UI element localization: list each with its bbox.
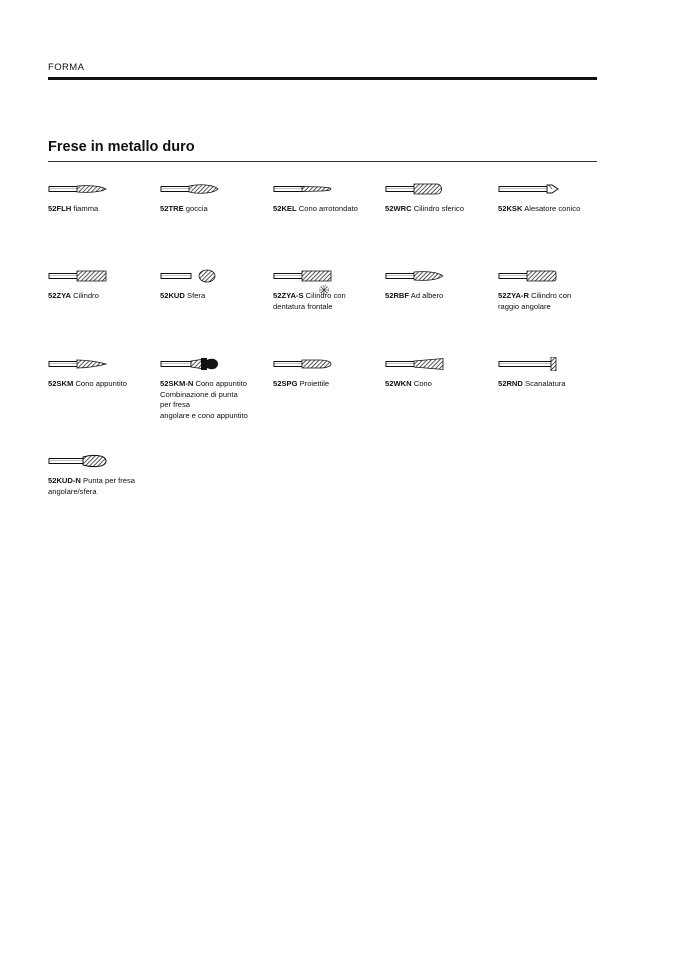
rounded-cone-burr-icon [273, 182, 335, 196]
cylinder-radius-burr-icon [498, 269, 560, 283]
product-description: Scanalatura [525, 379, 566, 388]
product-caption [160, 204, 272, 215]
ball-burr-icon [160, 269, 222, 283]
product-item [160, 357, 272, 421]
product-description: angolare e cono appuntito [160, 410, 248, 420]
product-caption [160, 291, 272, 302]
teardrop-burr-icon [160, 182, 222, 196]
cylinder-burr-icon [48, 269, 110, 283]
product-code: 52SKM [48, 379, 74, 388]
product-code: 52RND [498, 379, 523, 388]
ball-combination-burr-icon [48, 454, 110, 468]
product-code: 52RBF [385, 291, 410, 300]
section-label: FORMA [48, 62, 85, 73]
product-item [498, 357, 610, 390]
product-caption [498, 204, 610, 215]
pointed-cone-burr-icon [48, 357, 110, 371]
product-item [273, 182, 385, 215]
product-description: Alesatore conico [524, 204, 581, 213]
product-caption [48, 204, 160, 215]
product-description: Punta per fresa [83, 476, 135, 485]
product-code: 52TRE [160, 204, 184, 213]
product-description: angolare/sfera [48, 486, 97, 496]
product-code: 52SPG [273, 379, 298, 388]
product-code: 52ZYA [48, 291, 71, 300]
product-caption [273, 204, 385, 215]
product-description: Cono appuntito [195, 379, 247, 388]
product-item [273, 269, 385, 312]
flame-burr-icon [48, 182, 110, 196]
product-caption [48, 291, 160, 302]
product-caption [385, 204, 497, 215]
product-code: 52FLH [48, 204, 72, 213]
product-code: 52WKN [385, 379, 412, 388]
product-description: Cono arrotondato [298, 204, 358, 213]
product-caption [498, 291, 610, 312]
product-code: 52KUD [160, 291, 185, 300]
header-divider [48, 77, 597, 80]
product-description: Proiettile [299, 379, 330, 388]
product-caption [160, 379, 272, 421]
tree-burr-icon [385, 269, 447, 283]
product-item [385, 269, 497, 302]
product-item [160, 182, 272, 215]
product-caption [385, 379, 497, 390]
product-item [48, 269, 160, 302]
page-title: Frese in metallo duro [48, 139, 195, 155]
title-divider [48, 161, 597, 162]
product-item [48, 454, 160, 497]
product-item [385, 357, 497, 390]
product-item [498, 182, 610, 215]
combination-burr-icon [160, 357, 222, 371]
product-description: goccia [185, 204, 208, 213]
product-code: 52ZYA-R [498, 291, 529, 300]
product-item [48, 357, 160, 390]
ball-nose-cylinder-burr-icon [385, 182, 447, 196]
product-caption [273, 379, 385, 390]
product-item [160, 269, 272, 302]
product-code: 52KUD-N [48, 476, 81, 485]
countersink-burr-icon [498, 182, 560, 196]
product-code: 52WRC [385, 204, 412, 213]
product-description: Cilindro sferico [413, 204, 464, 213]
product-item [48, 182, 160, 215]
cone-burr-icon [385, 357, 447, 371]
bullet-burr-icon [273, 357, 335, 371]
product-caption [48, 379, 160, 390]
product-code: 52ZYA-S [273, 291, 304, 300]
slot-burr-icon [498, 357, 560, 371]
product-description: Sfera [187, 291, 206, 300]
product-description: Cono appuntito [75, 379, 127, 388]
product-item [498, 269, 610, 312]
product-item [273, 357, 385, 390]
product-item [385, 182, 497, 215]
product-code: 52SKM-N [160, 379, 194, 388]
product-description: Cilindro con [305, 291, 346, 300]
product-caption [385, 291, 497, 302]
product-description: dentatura frontale [273, 301, 333, 311]
product-description: raggio angolare [498, 301, 551, 311]
product-description: fiamma [73, 204, 99, 213]
product-caption [273, 291, 385, 312]
product-code: 52KEL [273, 204, 297, 213]
product-description: Cilindro con [531, 291, 572, 300]
product-description: Cono [413, 379, 432, 388]
product-code: 52KSK [498, 204, 523, 213]
product-caption [498, 379, 610, 390]
product-description: Ad albero [410, 291, 444, 300]
product-description: per fresa [160, 400, 190, 409]
product-description: Cilindro [73, 291, 99, 300]
product-description: Combinazione di punta [160, 389, 238, 399]
product-caption [48, 476, 160, 497]
